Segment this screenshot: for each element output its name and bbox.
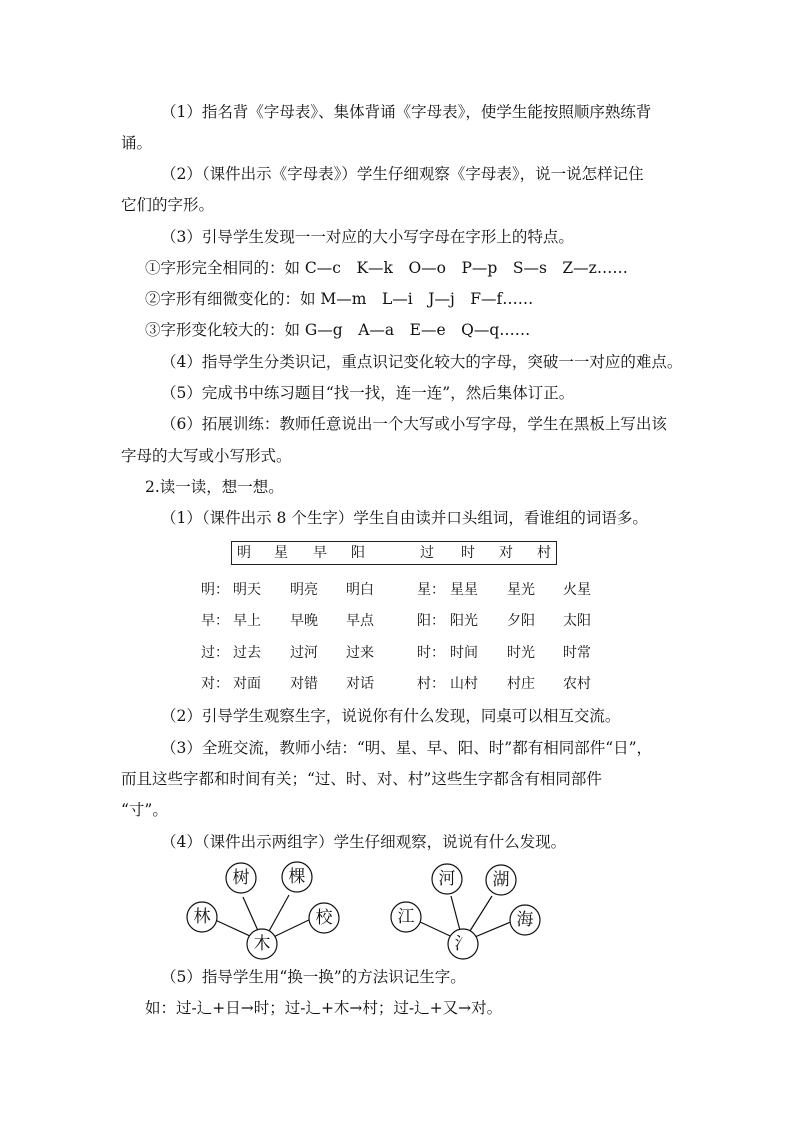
leaf-char: 江: [397, 907, 415, 927]
word-item: 过去: [233, 645, 261, 661]
word-item: 星光: [507, 582, 535, 598]
table-char: 村: [537, 545, 551, 561]
word-item: 山村: [450, 676, 478, 692]
leaf-char: 湖: [492, 870, 510, 890]
radical-diagrams: [0, 855, 794, 975]
word-row-char: 明：: [201, 582, 229, 598]
word-row-char: 星：: [417, 582, 445, 598]
word-item: 夕阳: [507, 613, 535, 629]
word-item: 明天: [233, 582, 261, 598]
para-6-line-1: （6）拓展训练：教师任意说出一个大写或小写字母，学生在黑板上写出该: [161, 415, 667, 433]
table-char: 明: [237, 545, 251, 561]
word-row-char: 过：: [201, 645, 229, 661]
para-6-line-2: 字母的大写或小写形式。: [121, 447, 292, 465]
table-char: 早: [313, 545, 327, 561]
word-item: 农村: [563, 676, 591, 692]
word-item: 早晚: [290, 613, 318, 629]
word-item: 时间: [450, 645, 478, 661]
para-3-item-2: ②字形有细微变化的：如 M—m L—i J—j F—f……: [145, 290, 534, 308]
table-char: 星: [274, 545, 288, 561]
para-1-line-1: （1）指名背《字母表》、集体背诵《字母表》，使学生能按照顺序熟练背: [161, 103, 652, 121]
section-2-item-4: （4）（课件出示两组字）学生仔细观察，说说有什么发现。: [161, 833, 567, 851]
leaf-char: 树: [232, 868, 250, 888]
word-item: 对话: [346, 676, 374, 692]
diagram-shui: [391, 864, 540, 959]
diagram-mu: [187, 862, 339, 959]
word-item: 过来: [346, 645, 374, 661]
para-2-line-2: 它们的字形。: [121, 196, 215, 214]
para-3: （3）引导学生发现一一对应的大小写字母在字形上的特点。: [161, 228, 574, 246]
leaf-char: 校: [315, 908, 333, 928]
section-2-item-2: （2）引导学生观察生字，说说你有什么发现，同桌可以相互交流。: [161, 707, 621, 725]
section-2-item-3-line-1: （3）全班交流，教师小结：“明、星、早、阳、时”都有相同部件“日”，: [161, 739, 653, 757]
word-item: 太阳: [563, 613, 591, 629]
table-char: 过: [420, 545, 434, 561]
leaf-char: 河: [438, 869, 456, 889]
word-item: 村庄: [507, 676, 535, 692]
word-item: 早上: [233, 613, 261, 629]
leaf-char: 海: [516, 910, 534, 930]
section-2-item-1: （1）（课件出示 8 个生字）学生自由读并口头组词，看谁组的词语多。: [161, 509, 648, 527]
word-row-char: 对：: [201, 676, 229, 692]
leaf-char: 林: [193, 907, 211, 927]
word-row-char: 村：: [417, 676, 445, 692]
center-char: 氵: [454, 934, 472, 954]
section-2-item-3-line-3: “寸”。: [121, 801, 168, 819]
word-row-char: 时：: [417, 645, 445, 661]
word-item: 对错: [290, 676, 318, 692]
word-row-char: 阳：: [417, 613, 445, 629]
word-item: 时常: [563, 645, 591, 661]
table-char: 时: [461, 545, 475, 561]
word-item: 星星: [450, 582, 478, 598]
word-item: 明白: [346, 582, 374, 598]
word-item: 过河: [290, 645, 318, 661]
center-char: 木: [253, 934, 271, 954]
word-item: 明亮: [290, 582, 318, 598]
word-item: 火星: [563, 582, 591, 598]
word-item: 早点: [346, 613, 374, 629]
para-5: （5）完成书中练习题目“找一找，连一连”，然后集体订正。: [161, 384, 575, 402]
table-char: 对: [499, 545, 513, 561]
example-line: 如：过-⻌+日→时；过-⻌+木→村；过-⻌+又→对。: [145, 999, 503, 1017]
para-4: （4）指导学生分类识记，重点识记变化较大的字母，突破一一对应的难点。: [161, 353, 683, 371]
para-1-line-2: 诵。: [121, 134, 153, 152]
word-row-char: 早：: [201, 613, 229, 629]
para-3-item-3: ③字形变化较大的：如 G—g A—a E—e Q—q……: [145, 321, 531, 339]
leaf-char: 棵: [288, 867, 306, 887]
table-char: 阳: [351, 545, 365, 561]
word-item: 时光: [507, 645, 535, 661]
para-2-line-1: （2）（课件出示《字母表》）学生仔细观察《字母表》，说一说怎样记住: [161, 165, 644, 183]
section-2-heading: 2.读一读，想一想。: [145, 478, 284, 496]
character-table: [231, 541, 557, 565]
word-item: 阳光: [450, 613, 478, 629]
para-3-item-1: ①字形完全相同的：如 C—c K—k O—o P—p S—s Z—z……: [145, 259, 628, 277]
section-2-item-5: （5）指导学生用“换一换”的方法识记生字。: [161, 968, 466, 986]
word-item: 对面: [233, 676, 261, 692]
section-2-item-3-line-2: 而且这些字都和时间有关；“过、时、对、村”这些生字都含有相同部件: [121, 770, 602, 788]
